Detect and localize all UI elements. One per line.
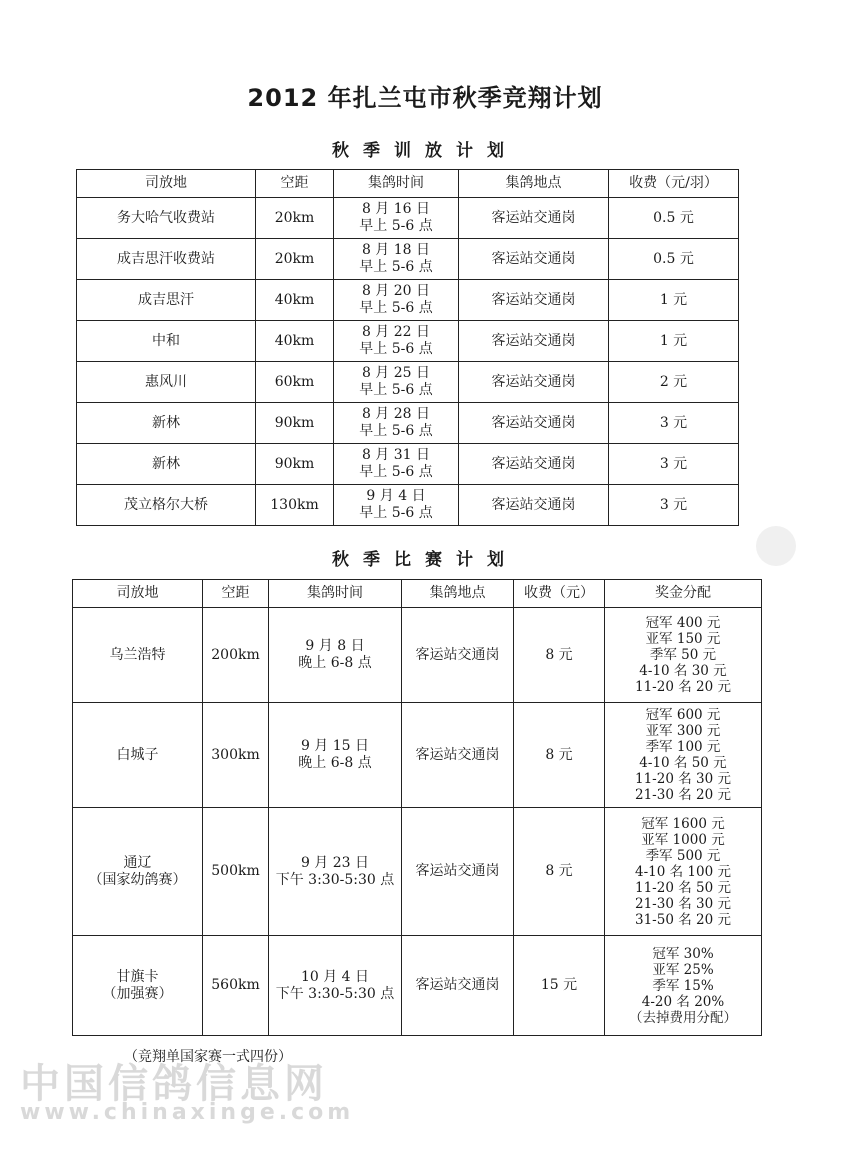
time-text: 9 月 15 日: [300, 738, 370, 754]
fee-cell: 8 元: [514, 703, 605, 808]
hour-text: 早上 5-6 点: [359, 382, 433, 398]
race-table: [72, 579, 762, 1036]
collection-time-cell: [269, 703, 402, 808]
release-site-cell: 务大哈气收费站: [77, 198, 256, 239]
distance-cell: 500km: [203, 808, 269, 936]
fee-cell: 8 元: [514, 608, 605, 703]
race-heading: 秋季比赛计划: [332, 550, 518, 570]
fee-cell: 15 元: [514, 936, 605, 1036]
release-site-cell: 成吉思汗收费站: [77, 239, 256, 280]
fee-cell: 3 元: [609, 403, 739, 444]
collection-time-cell: [334, 485, 459, 526]
race-header-row: [73, 580, 762, 608]
fee-cell: 3 元: [609, 485, 739, 526]
prize-cell: [605, 936, 762, 1036]
header-release-site: 司放地: [73, 580, 203, 608]
header-collection-time: 集鸽时间: [334, 170, 459, 198]
prize-line: 冠军 400 元: [645, 615, 721, 631]
time-text: 10 月 4 日: [300, 968, 370, 985]
release-site-text: 乌兰浩特: [109, 646, 166, 663]
prize-line: 冠军 600 元: [645, 707, 721, 723]
hour-text: 早上 5-6 点: [359, 423, 433, 439]
prize-line: 4-10 名 50 元: [639, 755, 727, 771]
table-row: [77, 485, 739, 526]
prize-line: 4-10 名 100 元: [635, 863, 731, 880]
collection-time-cell: [269, 808, 402, 936]
date-text: 8 月 16 日: [361, 201, 431, 217]
release-site-cell: 惠风川: [77, 362, 256, 403]
collection-time-cell: [334, 403, 459, 444]
collection-place-cell: 客运站交通岗: [459, 485, 609, 526]
release-site-cell: 中和: [77, 321, 256, 362]
date-text: 8 月 22 日: [361, 324, 431, 340]
date-text: 8 月 20 日: [361, 283, 431, 299]
header-collection-place: 集鸽地点: [402, 580, 514, 608]
release-site-text: 通辽: [123, 854, 152, 871]
release-site-cell: [73, 808, 203, 936]
distance-cell: 200km: [203, 608, 269, 703]
date-text: 8 月 28 日: [361, 406, 431, 422]
fee-cell: 2 元: [609, 362, 739, 403]
table-row: [73, 808, 762, 936]
collection-place-cell: 客运站交通岗: [402, 936, 514, 1036]
date-text: 9 月 4 日: [366, 488, 426, 504]
table-row: [77, 362, 739, 403]
training-header-row: [77, 170, 739, 198]
distance-cell: 60km: [256, 362, 334, 403]
prize-line: 4-20 名 20%: [641, 993, 725, 1010]
collection-place-cell: 客运站交通岗: [402, 808, 514, 936]
prize-line: 季军 15%: [652, 977, 714, 994]
collection-time-cell: [334, 362, 459, 403]
distance-cell: 130km: [256, 485, 334, 526]
distance-cell: 90km: [256, 444, 334, 485]
prize-line: 31-50 名 20 元: [635, 911, 731, 928]
distance-cell: 300km: [203, 703, 269, 808]
header-release-site: 司放地: [77, 170, 256, 198]
table-row: [77, 198, 739, 239]
collection-time-cell: [334, 444, 459, 485]
fee-cell: 0.5 元: [609, 198, 739, 239]
release-site-text: 甘旗卡: [116, 968, 159, 985]
prize-line: 亚军 1000 元: [641, 831, 725, 848]
collection-place-cell: 客运站交通岗: [402, 703, 514, 808]
release-site-cell: 成吉思汗: [77, 280, 256, 321]
collection-place-cell: 客运站交通岗: [459, 362, 609, 403]
prize-line: 11-20 名 20 元: [635, 679, 731, 695]
prize-line: 季军 500 元: [645, 847, 721, 864]
header-distance: 空距: [256, 170, 334, 198]
fee-cell: 8 元: [514, 808, 605, 936]
collection-time-cell: [334, 239, 459, 280]
release-site-text: 白城子: [116, 746, 159, 763]
prize-line: 11-20 名 30 元: [635, 771, 731, 787]
prize-line: 4-10 名 30 元: [639, 663, 727, 679]
prize-cell: [605, 703, 762, 808]
scan-smudge: [756, 526, 796, 566]
time-text: 晚上 6-8 点: [298, 655, 372, 671]
fee-cell: 3 元: [609, 444, 739, 485]
collection-place-cell: 客运站交通岗: [459, 403, 609, 444]
hour-text: 早上 5-6 点: [359, 341, 433, 357]
date-text: 8 月 25 日: [361, 365, 431, 381]
collection-place-cell: 客运站交通岗: [402, 608, 514, 703]
table-row: [73, 936, 762, 1036]
collection-time-cell: [334, 280, 459, 321]
header-fee: 收费（元）: [514, 580, 605, 608]
header-collection-time: 集鸽时间: [269, 580, 402, 608]
prize-line: 季军 50 元: [649, 647, 717, 663]
table-row: [77, 321, 739, 362]
distance-cell: 40km: [256, 321, 334, 362]
table-row: [77, 239, 739, 280]
distance-cell: 560km: [203, 936, 269, 1036]
hour-text: 早上 5-6 点: [359, 218, 433, 234]
collection-time-cell: [334, 198, 459, 239]
collection-place-cell: 客运站交通岗: [459, 239, 609, 280]
distance-cell: 20km: [256, 239, 334, 280]
header-distance: 空距: [203, 580, 269, 608]
prize-line: 21-30 名 20 元: [635, 787, 731, 803]
distance-cell: 40km: [256, 280, 334, 321]
collection-time-cell: [269, 936, 402, 1036]
prize-line: 亚军 300 元: [645, 723, 721, 739]
release-site-cell: 新林: [77, 403, 256, 444]
table-row: [77, 444, 739, 485]
prize-line: 亚军 150 元: [645, 631, 721, 647]
prize-line: 亚军 25%: [652, 961, 714, 978]
prize-line: 21-30 名 30 元: [635, 895, 731, 912]
time-text: 晚上 6-8 点: [298, 755, 372, 771]
prize-line: 11-20 名 50 元: [635, 879, 731, 896]
prize-line: 冠军 30%: [652, 945, 714, 962]
release-site-text: （加强赛）: [102, 985, 173, 1002]
prize-line: 冠军 1600 元: [641, 815, 725, 832]
header-collection-place: 集鸽地点: [459, 170, 609, 198]
watermark-url: www.chinaxinge.com: [20, 1100, 355, 1125]
fee-cell: 1 元: [609, 321, 739, 362]
collection-place-cell: 客运站交通岗: [459, 280, 609, 321]
prize-cell: [605, 808, 762, 936]
date-text: 8 月 18 日: [361, 242, 431, 258]
release-site-cell: 新林: [77, 444, 256, 485]
hour-text: 早上 5-6 点: [359, 464, 433, 480]
hour-text: 早上 5-6 点: [359, 300, 433, 316]
collection-time-cell: [334, 321, 459, 362]
collection-place-cell: 客运站交通岗: [459, 321, 609, 362]
header-prize-distribution: 奖金分配: [605, 580, 762, 608]
prize-line: （去掉费用分配）: [629, 1009, 737, 1026]
page-title: 2012 年扎兰屯市秋季竞翔计划: [247, 84, 603, 112]
hour-text: 早上 5-6 点: [359, 505, 433, 521]
release-site-cell: 茂立格尔大桥: [77, 485, 256, 526]
table-row: [77, 280, 739, 321]
time-text: 9 月 8 日: [305, 638, 365, 654]
date-text: 8 月 31 日: [361, 447, 431, 463]
training-heading: 秋季训放计划: [332, 141, 518, 161]
time-text: 9 月 23 日: [300, 854, 370, 871]
release-site-text: （国家幼鸽赛）: [88, 871, 187, 888]
header-fee: 收费（元/羽）: [609, 170, 739, 198]
watermark-logo: 中国信鸽信息网: [20, 1061, 328, 1107]
fee-cell: 0.5 元: [609, 239, 739, 280]
fee-cell: 1 元: [609, 280, 739, 321]
prize-line: 季军 100 元: [645, 739, 721, 755]
table-row: [77, 403, 739, 444]
time-text: 下午 3:30-5:30 点: [275, 871, 395, 888]
release-site-cell: [73, 608, 203, 703]
collection-place-cell: 客运站交通岗: [459, 444, 609, 485]
hour-text: 早上 5-6 点: [359, 259, 433, 275]
time-text: 下午 3:30-5:30 点: [275, 985, 395, 1002]
training-table: [76, 169, 739, 526]
collection-place-cell: 客运站交通岗: [459, 198, 609, 239]
table-row: [73, 608, 762, 703]
footnote: （竞翔单国家赛一式四份）: [124, 1049, 292, 1065]
release-site-cell: [73, 703, 203, 808]
release-site-cell: [73, 936, 203, 1036]
collection-time-cell: [269, 608, 402, 703]
table-row: [73, 703, 762, 808]
distance-cell: 90km: [256, 403, 334, 444]
distance-cell: 20km: [256, 198, 334, 239]
prize-cell: [605, 608, 762, 703]
